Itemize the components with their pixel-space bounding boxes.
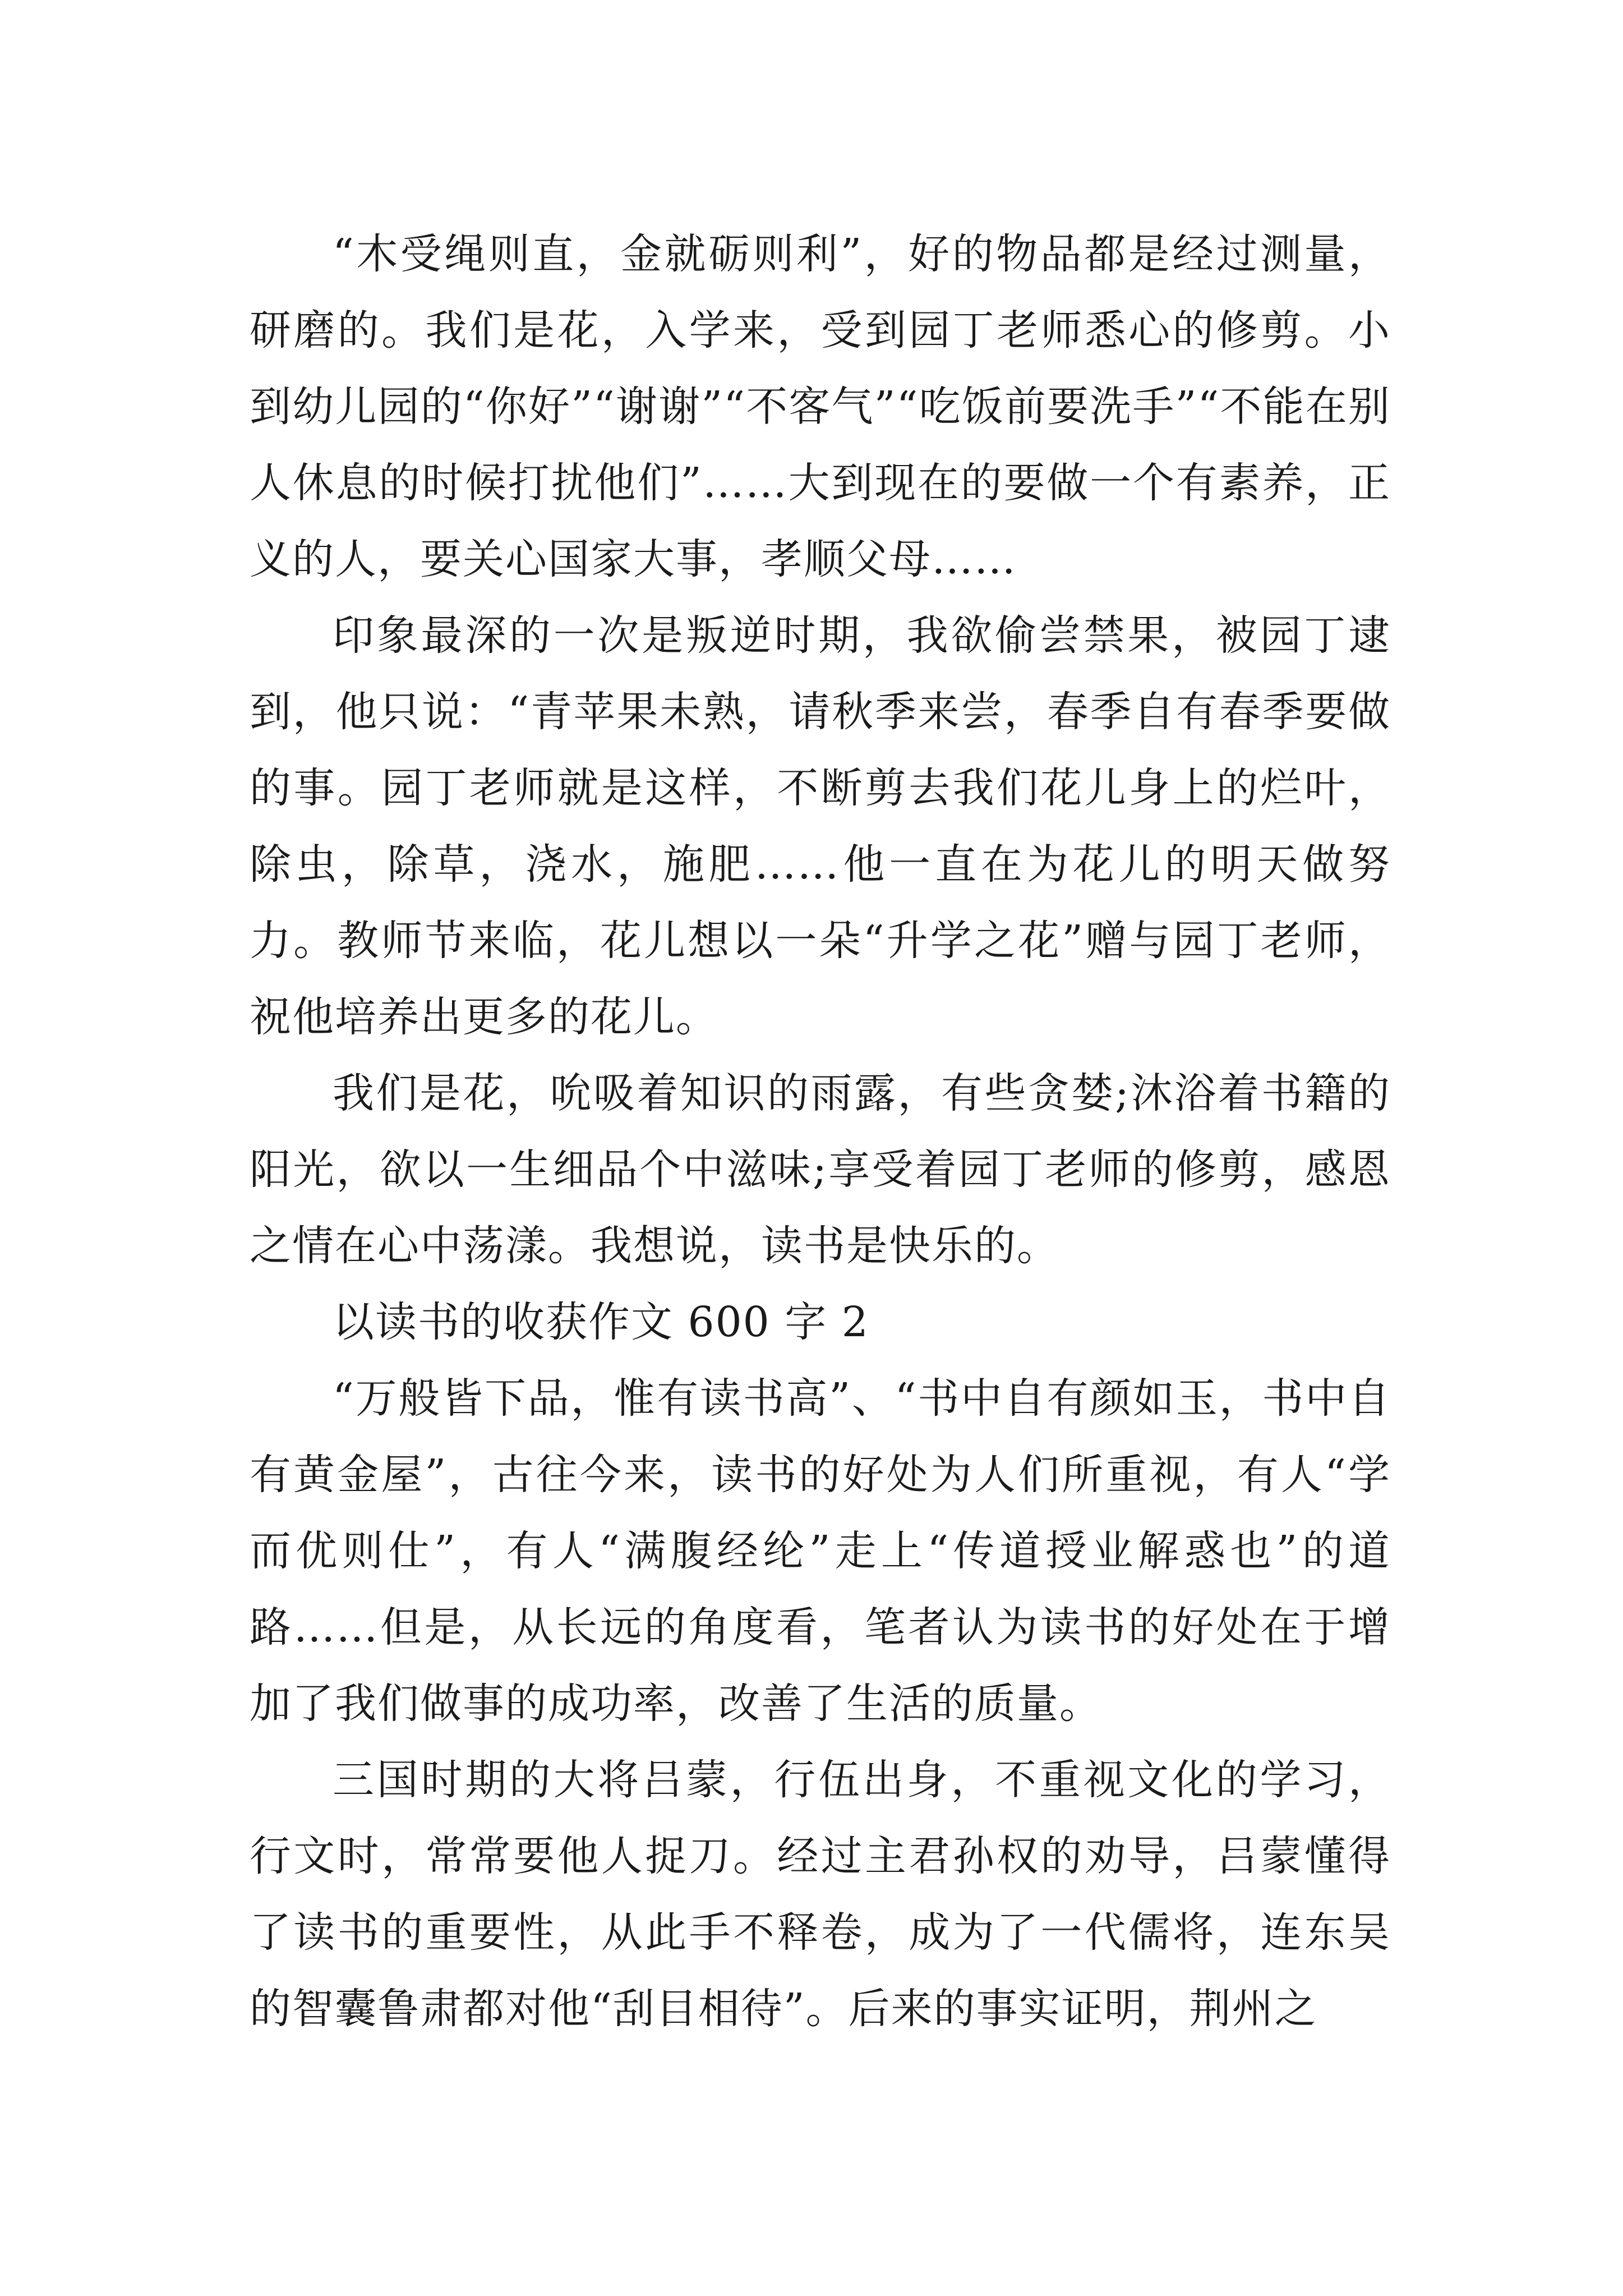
paragraph-3: 我们是花，吮吸着知识的雨露，有些贪婪;沐浴着书籍的阳光，欲以一生细品个中滋味;享受着园丁老师的修剪，感恩之情在心中荡漾。我想说，读书是快乐的。 <box>250 1069 1391 1270</box>
paragraph-5: 三国时期的大将吕蒙，行伍出身，不重视文化的学习，行文时，常常要他人捉刀。经过主君孙权的劝导，吕蒙懂得了读书的重要性，从此手不释卷，成为了一代儒将，连东吴的智囊鲁肃都对他“刮目相待”。后来的事实证明，荆州之 <box>250 1756 1391 2033</box>
paragraph-1: “木受绳则直，金就砺则利”，好的物品都是经过测量，研磨的。我们是花，入学来，受到园丁老师悉心的修剪。小到幼儿园的“你好”“谢谢”“不客气”“吃饭前要洗手”“不能在别人休息的时候打扰他们”……大到现在的要做一个有素养，正义的人，要关心国家大事，孝顺父母…… <box>250 230 1391 583</box>
paragraph-4: “万般皆下品，惟有读书高”、“书中自有颜如玉，书中自有黄金屋”，古往今来，读书的好处为人们所重视，有人“学而优则仕”，有人“满腹经纶”走上“传道授业解惑也”的道路……但是，从长远的角度看，笔者认为读书的好处在于增加了我们做事的成功率，改善了生活的质量。 <box>250 1374 1391 1728</box>
section-heading: 以读书的收获作文 600 字 2 <box>333 1298 869 1346</box>
document-body <box>250 216 1391 2047</box>
paragraph-2: 印象最深的一次是叛逆时期，我欲偷尝禁果，被园丁逮到，他只说：“青苹果未熟，请秋季来尝，春季自有春季要做的事。园丁老师就是这样，不断剪去我们花儿身上的烂叶，除虫，除草，浇水，施肥……他一直在为花儿的明天做努力。教师节来临，花儿想以一朵“升学之花”赠与园丁老师，祝他培养出更多的花儿。 <box>250 611 1391 1041</box>
